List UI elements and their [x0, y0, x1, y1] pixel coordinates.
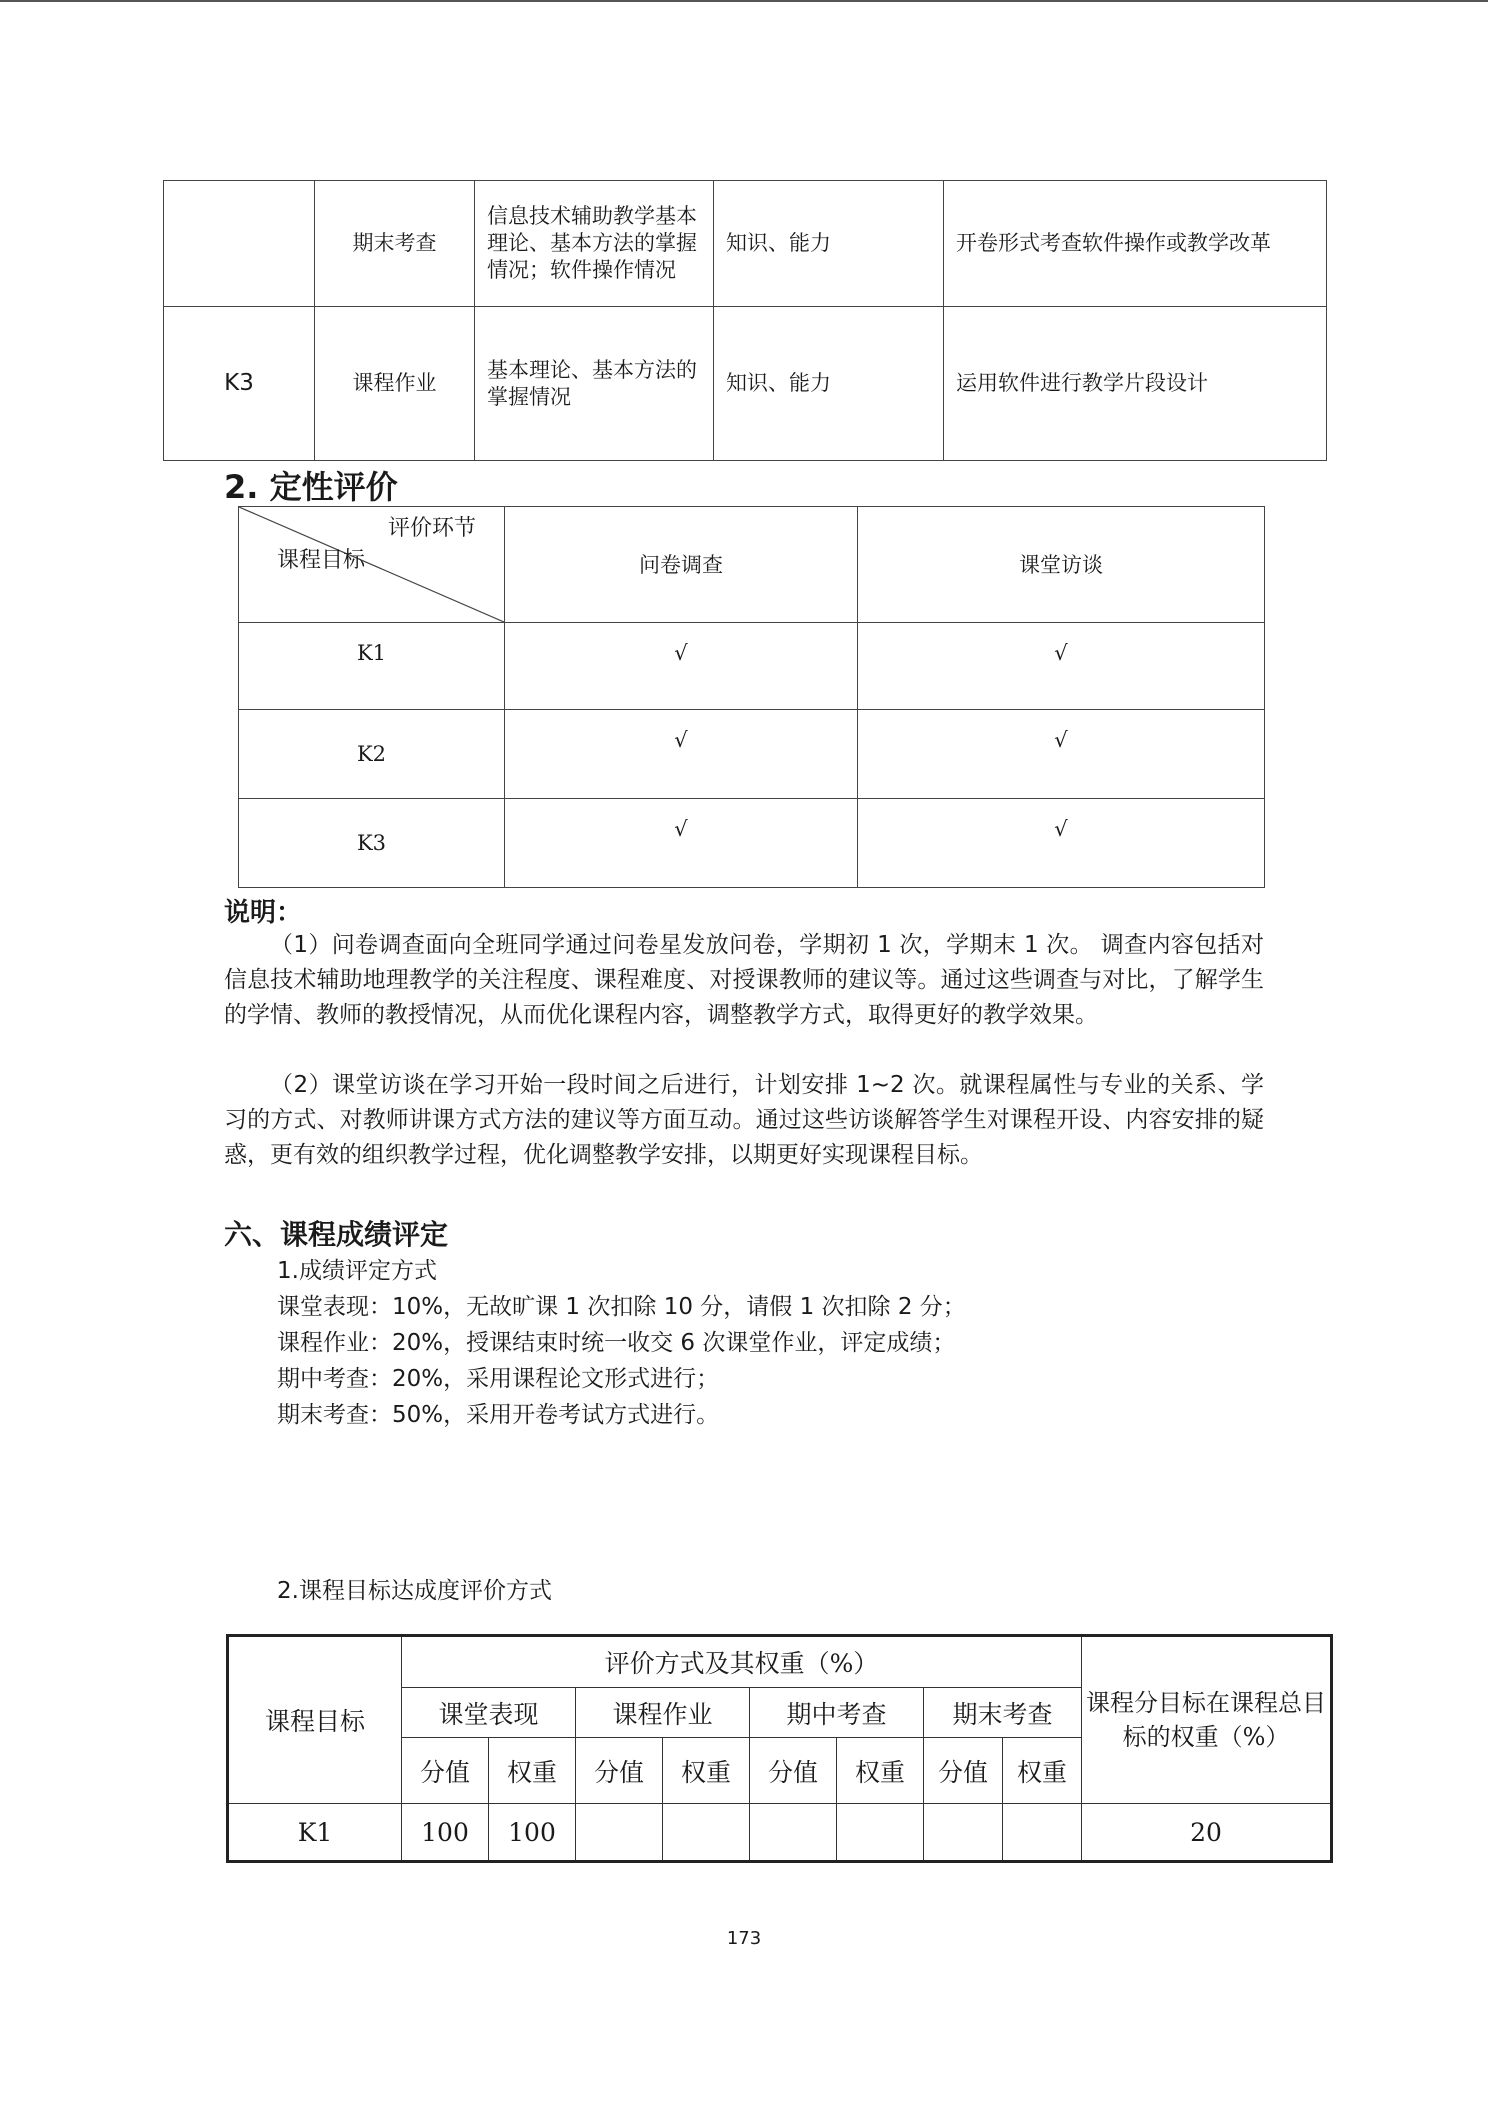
table-row [164, 307, 1327, 461]
qualitative-table [238, 506, 1265, 888]
grading-subheading-2: 2.课程目标达成度评价方式 [277, 1578, 552, 1604]
method-cell: 运用软件进行教学片段设计 [944, 307, 1327, 461]
weight-header: 权重 [837, 1738, 924, 1804]
header-stage-label: 评价环节 [387, 516, 476, 541]
target-cell: K3 [239, 799, 505, 888]
header-target-label: 课程目标 [277, 548, 366, 573]
value-cell [924, 1804, 1003, 1862]
value-cell: 100 [489, 1804, 576, 1862]
weight-header: 权重 [1003, 1738, 1082, 1804]
check-mark: √ [858, 623, 1265, 710]
assessment-table [163, 180, 1327, 461]
column-header-interview: 课堂访谈 [858, 507, 1265, 623]
table-row [239, 799, 1265, 888]
diagonal-header-cell [239, 507, 505, 623]
score-header: 分值 [750, 1738, 837, 1804]
grading-item: 期中考查：20%，采用课程论文形式进行； [277, 1366, 720, 1392]
table-row [164, 181, 1327, 307]
value-cell [750, 1804, 837, 1862]
grading-subheading-1: 1.成绩评定方式 [277, 1258, 437, 1284]
target-cell: K1 [228, 1804, 402, 1862]
grading-item: 课程作业：20%，授课结束时统一收交 6 次课堂作业，评定成绩； [277, 1330, 956, 1356]
check-mark: √ [858, 710, 1265, 799]
method-header: 课程作业 [576, 1688, 750, 1738]
target-cell [164, 181, 315, 307]
item-cell: 课程作业 [315, 307, 475, 461]
achievement-table [226, 1634, 1333, 1863]
item-cell: 期末考查 [315, 181, 475, 307]
section-heading-qualitative: 2. 定性评价 [224, 468, 398, 506]
method-header: 课堂表现 [402, 1688, 576, 1738]
notes-title: 说明： [224, 898, 303, 928]
notes-paragraph-1: （1）问卷调查面向全班同学通过问卷星发放问卷，学期初 1 次，学期末 1 次。 调查内容包括对信息技术辅助地理教学的关注程度、课程难度、对授课教师的建议等。通过这些调查与对比，了解学生的学情、教师的教授情况，从而优化课程内容，调整教学方式，取得更好的教学效果。 [224, 932, 1264, 1028]
check-mark: √ [505, 623, 858, 710]
total-weight-cell: 20 [1082, 1804, 1332, 1862]
table-row [239, 623, 1265, 710]
grading-item: 期末考查：50%，采用开卷考试方式进行。 [277, 1402, 720, 1428]
target-cell: K3 [164, 307, 315, 461]
table-header-row [228, 1636, 1332, 1688]
check-mark: √ [505, 710, 858, 799]
notes-paragraph-2: （2）课堂访谈在学习开始一段时间之后进行，计划安排 1~2 次。就课程属性与专业的关系、学习的方式、对教师讲课方式方法的建议等方面互动。通过这些访谈解答学生对课程开设、内容安排的疑惑，更有效的组织教学过程，优化调整教学安排，以期更好实现课程目标。 [224, 1072, 1264, 1168]
method-header: 期中考查 [750, 1688, 924, 1738]
weight-header: 权重 [663, 1738, 750, 1804]
method-cell: 开卷形式考查软件操作或教学改革 [944, 181, 1327, 307]
value-cell [1003, 1804, 1082, 1862]
value-cell [576, 1804, 663, 1862]
content-cell: 基本理论、基本方法的掌握情况 [475, 307, 714, 461]
page-top-border [0, 0, 1488, 2]
score-header: 分值 [576, 1738, 663, 1804]
check-mark: √ [858, 799, 1265, 888]
table-row [239, 710, 1265, 799]
target-cell: K2 [239, 710, 505, 799]
method-header: 期末考查 [924, 1688, 1082, 1738]
target-cell: K1 [239, 623, 505, 710]
value-cell [837, 1804, 924, 1862]
check-mark: √ [505, 799, 858, 888]
table-row [228, 1804, 1332, 1862]
score-header: 分值 [402, 1738, 489, 1804]
total-weight-header: 课程分目标在课程总目标的权重（%） [1082, 1636, 1332, 1804]
grading-item: 课堂表现：10%，无故旷课 1 次扣除 10 分，请假 1 次扣除 2 分； [277, 1294, 966, 1320]
value-cell: 100 [402, 1804, 489, 1862]
table-header-row [239, 507, 1265, 623]
score-header: 分值 [924, 1738, 1003, 1804]
value-cell [663, 1804, 750, 1862]
page-number: 173 [726, 1928, 762, 1949]
type-cell: 知识、能力 [714, 307, 944, 461]
content-cell: 信息技术辅助教学基本理论、基本方法的掌握情况；软件操作情况 [475, 181, 714, 307]
section-heading-grading: 六、课程成绩评定 [224, 1218, 449, 1251]
weight-header: 权重 [489, 1738, 576, 1804]
group-header: 评价方式及其权重（%） [402, 1636, 1082, 1688]
type-cell: 知识、能力 [714, 181, 944, 307]
column-header-survey: 问卷调查 [505, 507, 858, 623]
target-header: 课程目标 [228, 1636, 402, 1804]
